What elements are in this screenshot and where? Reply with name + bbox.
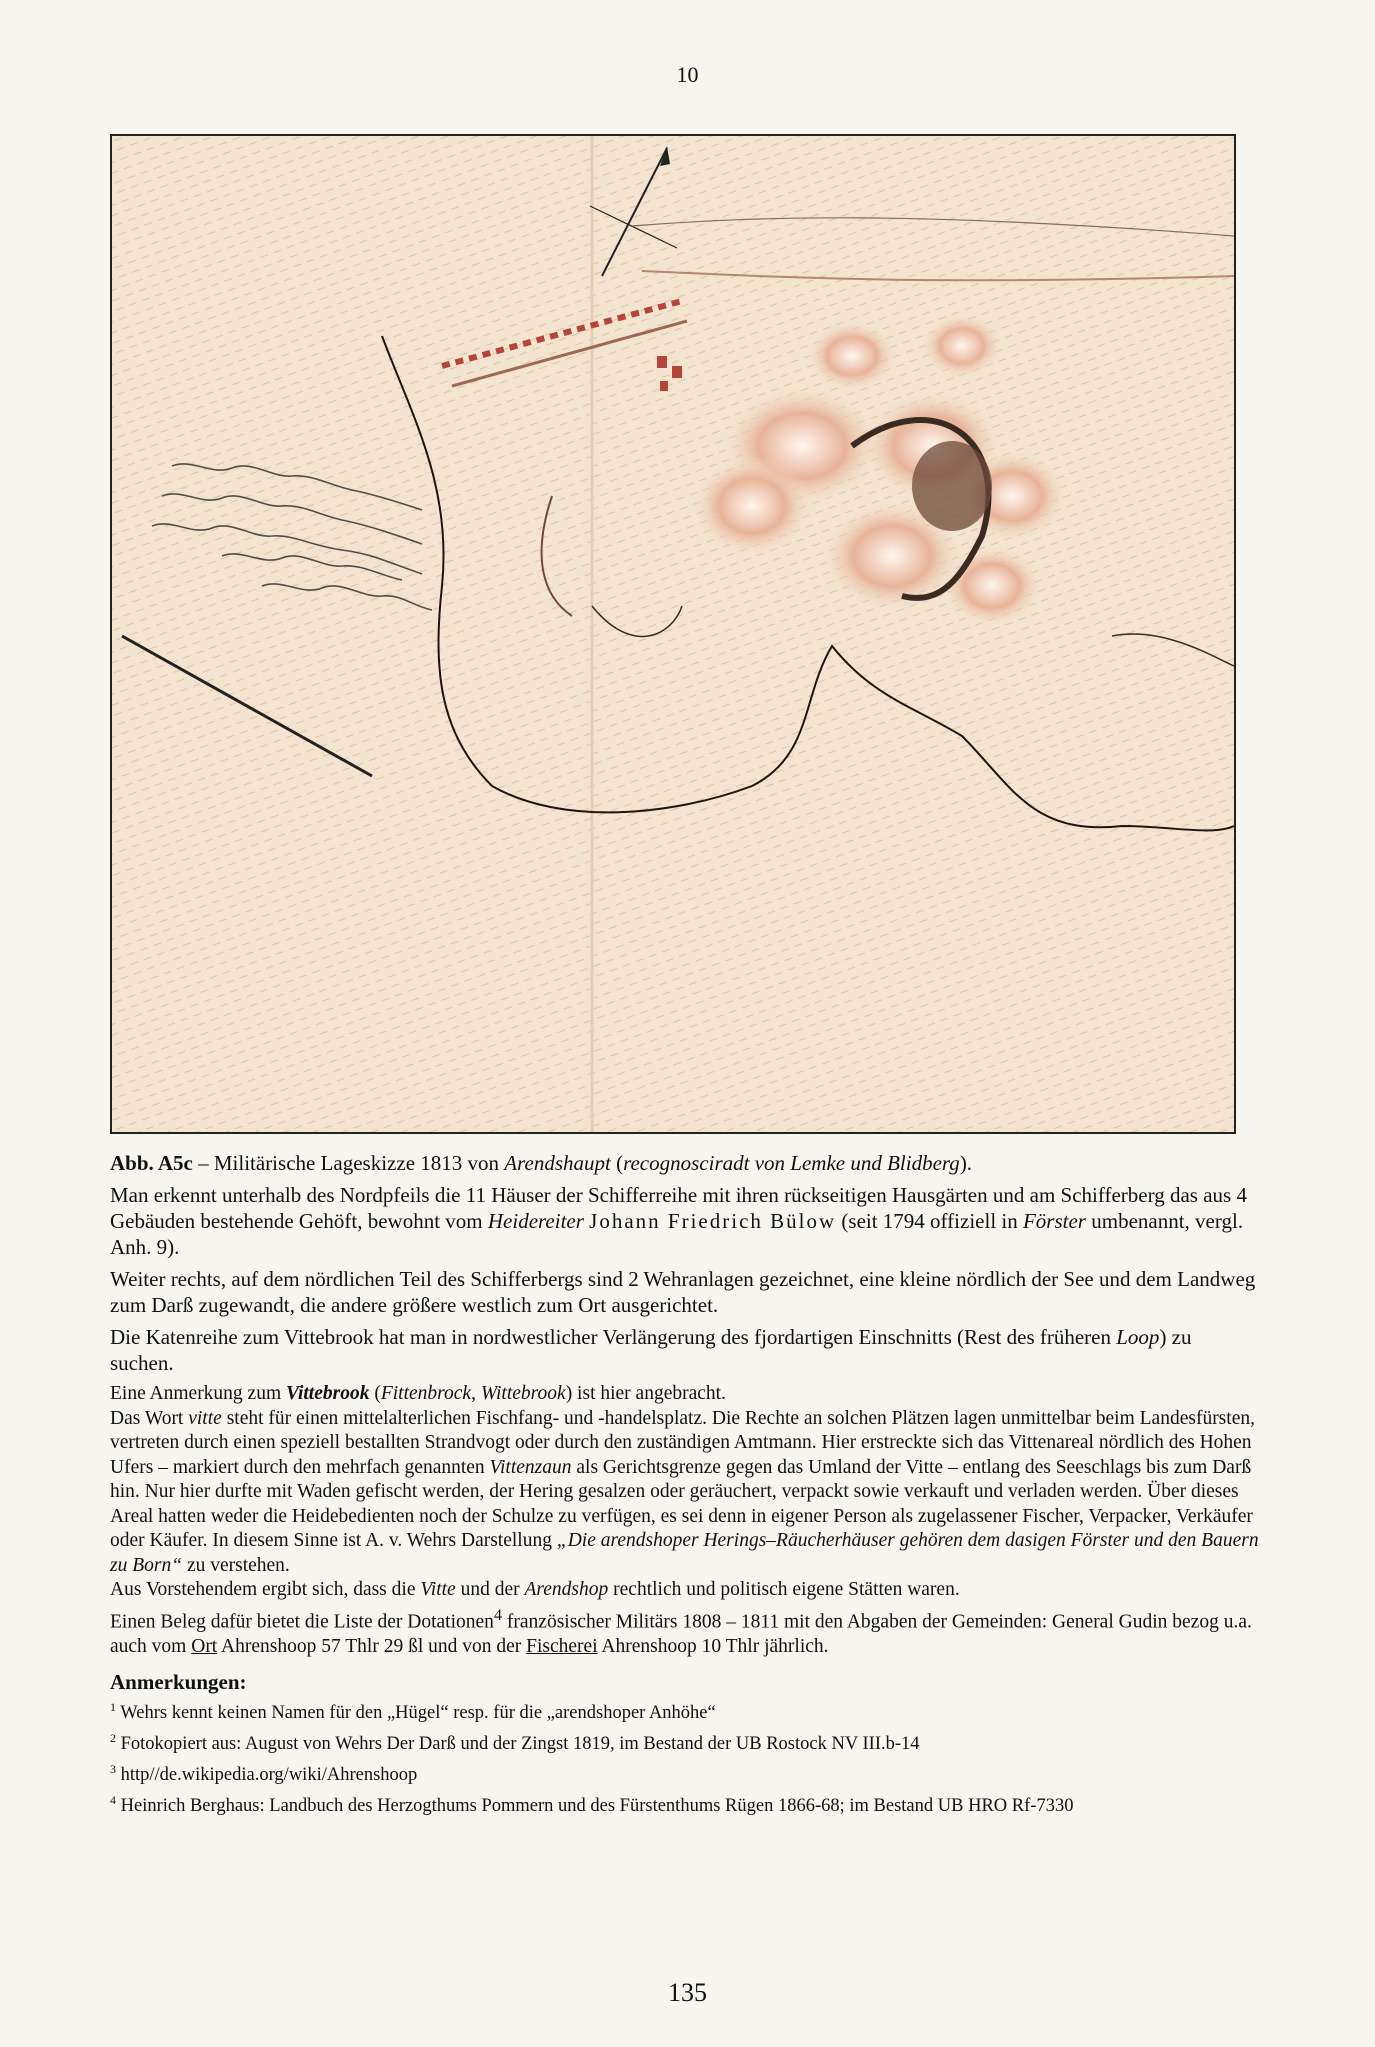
figure-caption: Abb. A5c – Militärische Lageskizze 1813 von Arendshaupt (recognosciradt von Lemke und Blidberg).: [110, 1151, 973, 1175]
paragraph-7: Einen Beleg dafür bietet die Liste der Dotationen$^4$ französischer Militärs 1808 – 1811 mit den Abgaben der Gemeinden: General Gudin bezog u.a. auch vom Ort Ahrenshoop 57 Thlr 29 ßl und von der Fischerei Ahrenshoop 10 Thlr jährlich.: [110, 1605, 1252, 1657]
historic-map: [110, 134, 1236, 1134]
map-drawing: [112, 136, 1234, 1132]
paragraph-1: Man erkennt unterhalb des Nordpfeils die 11 Häuser der Schifferreihe mit ihren rückseitigen Hausgärten und am Schifferberg das aus 4 Gebäuden bestehende Gehöft, bewohnt vom Heidereiter Johann Friedrich Bülow (seit 1794 offiziell in Förster umbenannt, vergl. Anh. 9).: [110, 1183, 1247, 1259]
paragraph-4: Eine Anmerkung zum Vittebrook (Fittenbrock, Wittebrook) ist hier angebracht.: [110, 1383, 726, 1404]
paragraph-6: Aus Vorstehendem ergibt sich, dass die Vitte und der Arendshop rechtlich und politisch eigene Stätten waren.: [110, 1579, 960, 1600]
paragraph-3: Die Katenreihe zum Vittebrook hat man in nordwestlicher Verlängerung des fjordartigen Einschnitts (Rest des früheren Loop) zu suchen.: [110, 1325, 1192, 1375]
footnote-1: $^1$ Wehrs kennt keinen Namen für den „Hügel“ resp. für die „arendshoper Anhöhe“: [110, 1700, 716, 1724]
text-body: [110, 1150, 1260, 1820]
page-number-top: 10: [676, 62, 699, 87]
notes-heading: Anmerkungen:: [110, 1670, 247, 1694]
footnote-2: $^2$ Fotokopiert aus: August von Wehrs Der Darß und der Zingst 1819, im Bestand der UB Rostock NV III.b-14: [110, 1731, 920, 1755]
footnote-4: $^4$ Heinrich Berghaus: Landbuch des Herzogthums Pommern und des Fürstenthums Rügen 1866-68; im Bestand UB HRO Rf-7330: [110, 1793, 1074, 1817]
paragraph-5: Das Wort vitte steht für einen mittelalterlichen Fischfang- und -handelsplatz. Die Rechte an solchen Plätzen lagen unmittelbar beim Landesfürsten, vertreten durch einen speziell bestallten Strandvogt oder durch den zuständigen Amtmann. Hier erstreckte sich das Vittenareal nördlich des Hohen Ufers – markiert durch den mehrfach genannten Vittenzaun als Gerichtsgrenze gegen das Umland der Vitte – entlang des Seeschlags bis zum Darß hin. Nur hier durfte mit Waden gefischt werden, der Hering gesalzen oder geräuchert, verpackt sowie verkauft und verladen werden. Über dieses Areal hatten weder die Heidebedienten noch der Schulze zu verfügen, es sei denn in eigener Person als zugelassener Fischer, Verpacker, Verkäufer oder Käufer. In diesem Sinne ist A. v. Wehrs Darstellung „Die arendshoper Herings–Räucherhäuser gehören dem dasigen Förster und den Bauern zu Born“ zu verstehen.: [110, 1407, 1259, 1576]
footnote-3: $^3$ http//de.wikipedia.org/wiki/Ahrenshoop: [110, 1762, 418, 1786]
paragraph-2: Weiter rechts, auf dem nördlichen Teil des Schifferbergs sind 2 Wehranlagen gezeichnet, eine kleine nördlich der See und dem Landweg zum Darß zugewandt, die andere größere westlich zum Ort ausgerichtet.: [110, 1267, 1256, 1317]
page-number-bottom: 135: [668, 1978, 707, 2007]
